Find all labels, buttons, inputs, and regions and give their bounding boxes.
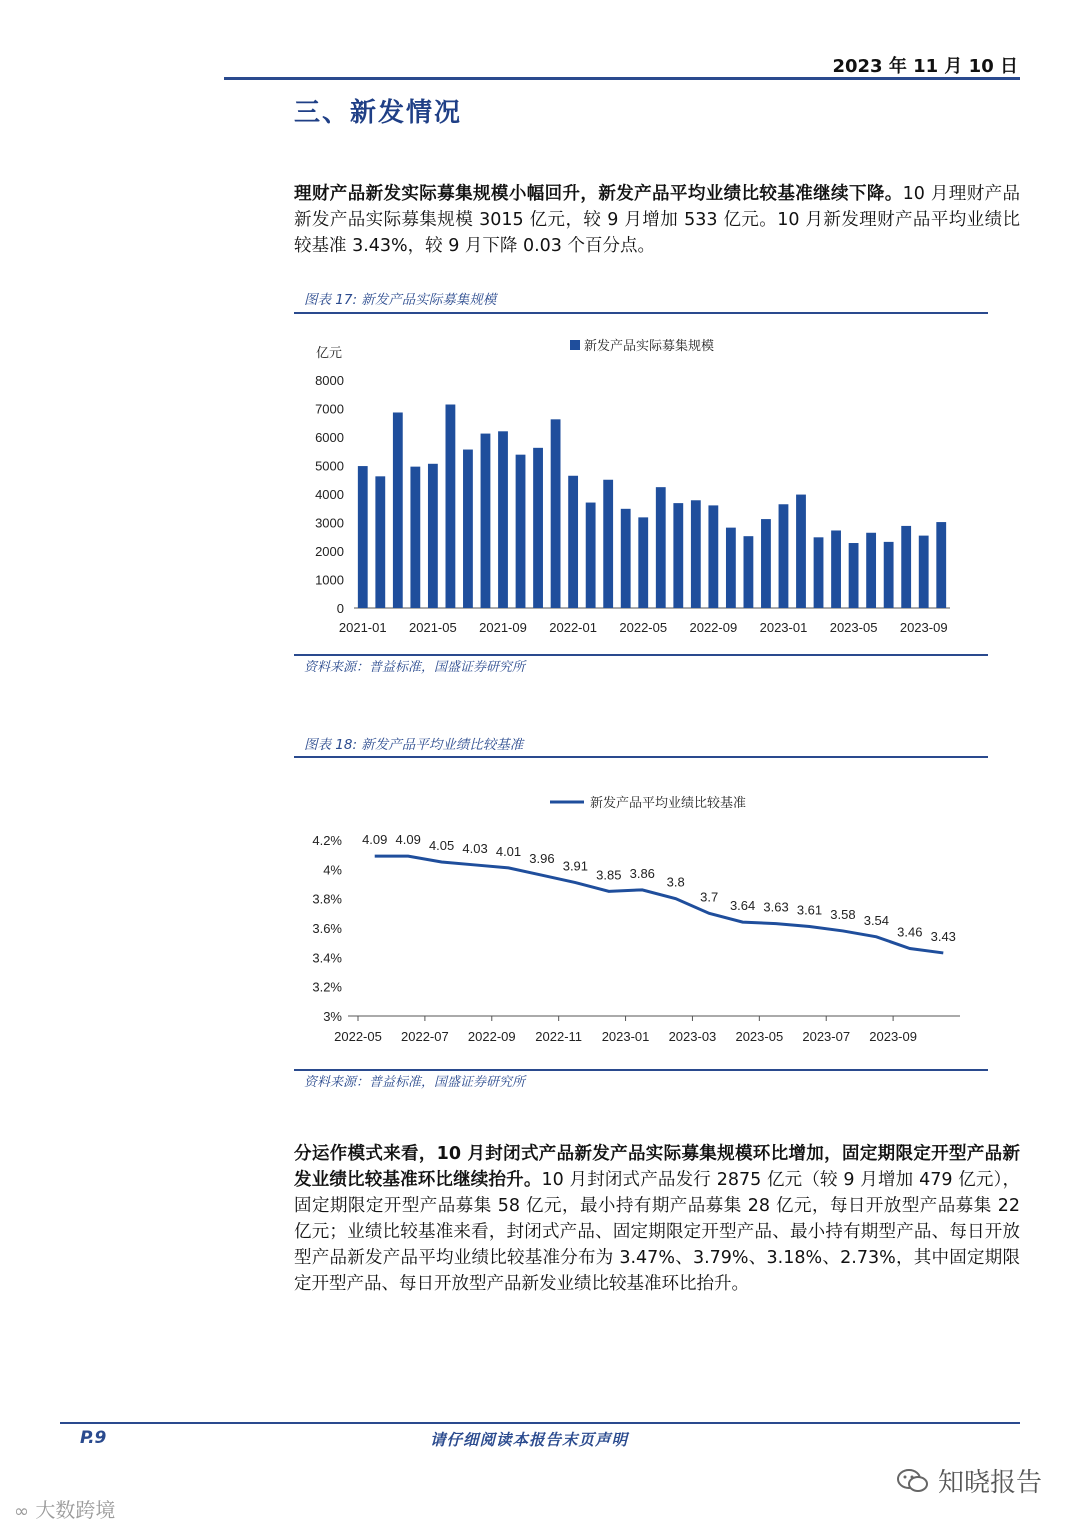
bar [621,509,631,608]
bar [428,464,438,608]
y-tick-label: 4.2% [312,833,342,848]
x-tick-label: 2022-11 [535,1029,583,1044]
x-tick-label: 2021-05 [409,620,457,635]
bar [393,412,403,608]
y-tick-label: 5000 [315,458,344,474]
data-label: 3.96 [529,851,555,867]
figure-17-top-rule [294,312,988,314]
section-title: 三、新发情况 [294,98,463,128]
series-line [375,856,944,953]
data-label: 4.01 [495,843,522,859]
x-tick-label: 2022-05 [619,620,668,635]
bar [551,419,561,608]
bar [779,504,789,608]
y-unit-label: 亿元 [316,345,343,360]
bar [919,536,929,608]
bar [498,431,508,608]
bar [375,476,385,608]
y-tick-label: 1000 [315,572,344,588]
y-tick-label: 3% [323,1009,342,1024]
legend-label: 新发产品平均业绩比较基准 [590,795,747,810]
y-tick-label: 0 [336,601,344,616]
x-tick-label: 2022-09 [689,620,738,635]
data-label: 3.43 [930,928,956,944]
disclaimer-notice: 请仔细阅读本报告末页声明 [430,1431,629,1449]
x-tick-label: 2023-05 [829,620,878,635]
data-label: 4.09 [395,832,421,848]
y-tick-label: 3.6% [312,921,342,936]
figure-18-top-rule [294,756,988,758]
x-tick-label: 2023-01 [759,620,808,635]
x-tick-label: 2023-09 [869,1029,917,1044]
bar [884,542,894,608]
bar [410,467,420,608]
figure-18-title: 图表 18: 新发产品平均业绩比较基准 [304,737,524,753]
legend-swatch [570,340,580,350]
data-label: 3.63 [763,899,789,915]
bar [901,526,911,608]
bar [831,530,841,608]
data-label: 4.03 [462,840,488,856]
y-tick-label: 4% [323,862,342,878]
legend-label: 新发产品实际募集规模 [584,338,715,353]
y-tick-label: 3000 [315,515,344,531]
y-tick-label: 7000 [315,401,344,417]
intro-body-text: 10 月理财产品新发产品实际募集规模 3015 亿元，较 9 月增加 533 亿元。10 月新发理财产品平均业绩比较基准 3.43%，较 9 月下降 0.03 个百分点。 [294,184,1020,256]
x-tick-label: 2021-09 [479,620,527,635]
intro-paragraph [294,181,1020,259]
bar [744,536,754,608]
data-label: 3.8 [666,874,685,890]
bar-chart [294,316,988,650]
figure-18-source: 资料来源：普益标准，国盛证券研究所 [304,1075,526,1090]
x-tick-label: 2023-09 [899,620,948,635]
figure-17-source: 资料来源：普益标准，国盛证券研究所 [304,660,526,675]
bar [726,528,736,608]
operation-bold-text: 分运作模式来看，10 月封闭式产品新发产品实际募集规模环比增加，固定期限定开型产品新发业绩比较基准环比继续抬升。 [294,1144,1020,1190]
bar [796,495,806,608]
bar [691,500,701,608]
y-tick-label: 3.8% [312,891,342,907]
x-tick-label: 2022-09 [467,1029,516,1044]
bar [708,505,718,608]
x-tick-label: 2023-05 [735,1029,784,1044]
line-chart [294,760,988,1066]
data-label: 4.05 [428,838,455,853]
header-rule [224,77,1020,80]
figure-17-title: 图表 17: 新发产品实际募集规模 [304,292,497,308]
watermark-dashu [14,1494,115,1523]
data-label: 3.86 [629,865,655,881]
y-tick-label: 3.4% [312,950,342,966]
operation-body-text: 10 月封闭式产品发行 2875 亿元（较 9 月增加 479 亿元），固定期限定开型产品募集 58 亿元，最小持有期产品募集 28 亿元，每日开放型产品募集 22 亿元；业绩比较基准来看，封闭式产品、固定期限定开型产品、最小持有期型产品、每日开放型产品新发产品平均业绩比较基准分布为 3.47%、3.79%、3.18%、2.73%，其中固定期限定开型产品、每日开放型产品新发业绩比较基准环比抬升。 [294,1170,1021,1294]
bar [446,405,456,608]
x-tick-label: 2022-07 [401,1029,449,1044]
bar [936,522,946,608]
intro-bold-text: 理财产品新发实际募集规模小幅回升，新发产品平均业绩比较基准继续下降。 [294,184,903,204]
y-tick-label: 2000 [315,544,344,559]
data-label: 3.85 [596,867,622,883]
data-label: 3.64 [729,898,756,914]
bar [568,476,578,608]
bar [603,480,613,608]
bar [481,434,491,608]
data-label: 3.46 [897,924,923,940]
x-tick-label: 2022-05 [334,1029,382,1044]
page-number: P.9 [80,1428,107,1448]
x-tick-label: 2022-01 [549,620,597,635]
y-tick-label: 4000 [315,487,344,502]
x-tick-label: 2023-03 [668,1029,717,1044]
wechat-icon [896,1468,930,1494]
bar [358,466,368,608]
watermark-zhixiao: 知晓报告 [938,1468,1043,1498]
x-tick-label: 2023-07 [802,1029,851,1044]
infinity-logo-icon: ∞ [14,1501,29,1522]
bar [849,543,859,608]
x-tick-label: 2023-01 [601,1029,650,1044]
bar [814,537,824,608]
data-label: 3.58 [830,906,856,922]
data-label: 3.54 [863,912,890,928]
operation-mode-paragraph [294,1141,1020,1297]
y-tick-label: 3.2% [312,979,342,995]
bar [638,517,648,608]
footer-rule [60,1422,1020,1424]
bar [586,503,596,608]
watermark-dashu-text: 大数跨境 [35,1498,116,1522]
bar [516,455,526,608]
bar [463,450,473,608]
data-label: 3.61 [796,902,823,918]
bar [656,487,666,608]
data-label: 4.09 [362,832,388,848]
report-date: 2023 年 11 月 10 日 [832,56,1018,77]
x-tick-label: 2021-01 [338,620,387,635]
bar [866,533,876,608]
bar [533,448,543,608]
bar [761,519,771,608]
y-tick-label: 6000 [315,430,344,445]
data-label: 3.7 [700,889,719,905]
bar [673,503,683,608]
data-label: 3.91 [562,858,589,874]
y-tick-label: 8000 [315,373,344,388]
